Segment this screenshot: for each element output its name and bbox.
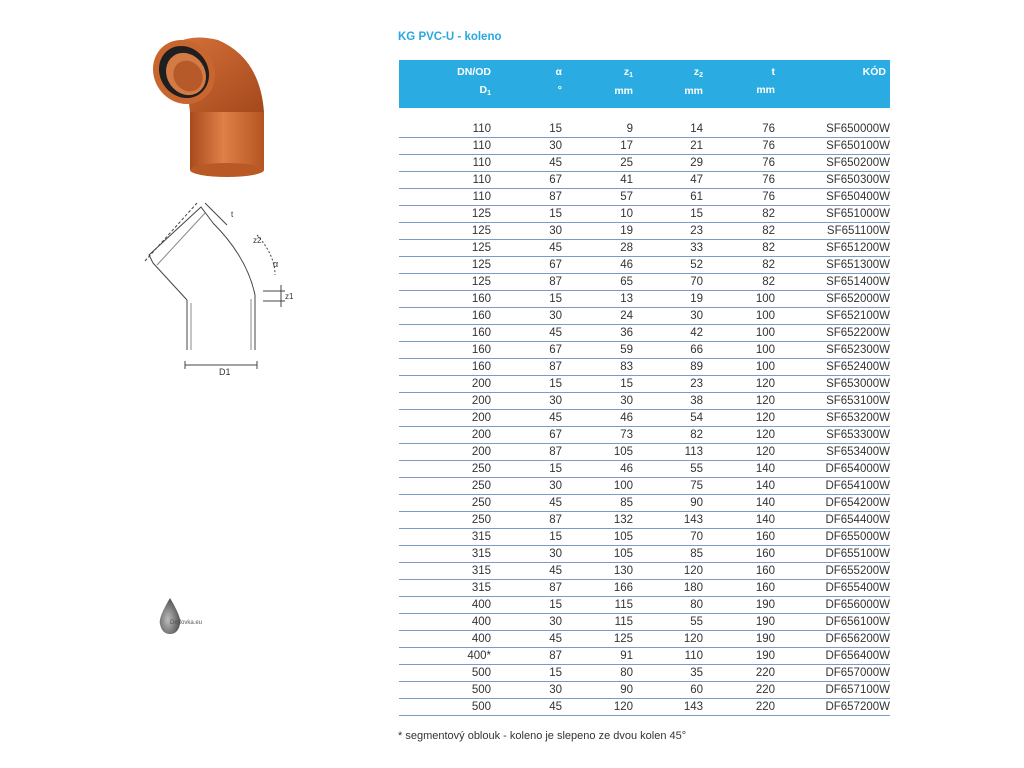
table-row bbox=[399, 223, 890, 240]
table-row bbox=[399, 325, 890, 342]
elbow-technical-drawing bbox=[135, 195, 295, 380]
table-cell: 500 bbox=[399, 699, 491, 716]
table-cell: 35 bbox=[633, 665, 703, 682]
table-cell: SF653300W bbox=[775, 427, 890, 444]
table-cell: 19 bbox=[633, 291, 703, 308]
table-row bbox=[399, 512, 890, 529]
table-cell: 29 bbox=[633, 155, 703, 172]
table-cell: 46 bbox=[562, 461, 633, 478]
table-cell: 315 bbox=[399, 580, 491, 597]
z1-label: z1 bbox=[285, 292, 294, 301]
table-cell: DF657200W bbox=[775, 699, 890, 716]
table-cell: 100 bbox=[703, 359, 775, 376]
table-row bbox=[399, 665, 890, 682]
table-cell: DF656200W bbox=[775, 631, 890, 648]
table-cell: 105 bbox=[562, 546, 633, 563]
table-cell: SF650100W bbox=[775, 138, 890, 155]
table-cell: 87 bbox=[491, 648, 562, 665]
table-row bbox=[399, 257, 890, 274]
table-cell: 82 bbox=[703, 223, 775, 240]
table-cell: 82 bbox=[703, 257, 775, 274]
table-cell: 160 bbox=[399, 291, 491, 308]
table-cell: SF653100W bbox=[775, 393, 890, 410]
table-cell: DF654400W bbox=[775, 512, 890, 529]
table-cell: 100 bbox=[703, 325, 775, 342]
table-cell: 120 bbox=[562, 699, 633, 716]
table-cell: 125 bbox=[399, 274, 491, 291]
table-row bbox=[399, 648, 890, 665]
table-row bbox=[399, 444, 890, 461]
table-cell: 500 bbox=[399, 682, 491, 699]
table-cell: 46 bbox=[562, 410, 633, 427]
table-cell: 45 bbox=[491, 699, 562, 716]
table-cell: 400* bbox=[399, 648, 491, 665]
table-cell: 30 bbox=[491, 478, 562, 495]
table-cell: 160 bbox=[703, 563, 775, 580]
table-cell: SF651300W bbox=[775, 257, 890, 274]
table-cell: 73 bbox=[562, 427, 633, 444]
table-cell: 33 bbox=[633, 240, 703, 257]
table-cell: 160 bbox=[703, 580, 775, 597]
table-cell: 143 bbox=[633, 512, 703, 529]
table-cell: 160 bbox=[399, 342, 491, 359]
table-cell: 76 bbox=[703, 155, 775, 172]
table-cell: 120 bbox=[703, 410, 775, 427]
header-t: t mm bbox=[756, 66, 775, 96]
table-cell: 55 bbox=[633, 461, 703, 478]
table-cell: 105 bbox=[562, 444, 633, 461]
header-z1: $z_1$ mm bbox=[614, 66, 633, 97]
table-cell: 85 bbox=[633, 546, 703, 563]
table-cell: 120 bbox=[703, 427, 775, 444]
table-cell: 90 bbox=[562, 682, 633, 699]
table-cell: SF651000W bbox=[775, 206, 890, 223]
table-row bbox=[399, 155, 890, 172]
table-cell: 87 bbox=[491, 512, 562, 529]
table-cell: 45 bbox=[491, 240, 562, 257]
header-z2: $z_2$ mm bbox=[684, 66, 703, 97]
table-row bbox=[399, 189, 890, 206]
table-cell: 120 bbox=[703, 444, 775, 461]
table-row bbox=[399, 206, 890, 223]
table-row bbox=[399, 308, 890, 325]
table-cell: 105 bbox=[562, 529, 633, 546]
table-cell: 30 bbox=[491, 614, 562, 631]
table-cell: 67 bbox=[491, 427, 562, 444]
table-cell: 30 bbox=[491, 546, 562, 563]
table-cell: 110 bbox=[399, 121, 491, 138]
table-cell: SF652200W bbox=[775, 325, 890, 342]
table-cell: 100 bbox=[703, 342, 775, 359]
table-cell: 59 bbox=[562, 342, 633, 359]
table-cell: 82 bbox=[703, 240, 775, 257]
table-cell: 80 bbox=[562, 665, 633, 682]
table-cell: DF654100W bbox=[775, 478, 890, 495]
table-cell: 85 bbox=[562, 495, 633, 512]
table-cell: 190 bbox=[703, 614, 775, 631]
table-cell: 10 bbox=[562, 206, 633, 223]
table-cell: 220 bbox=[703, 665, 775, 682]
elbow-product-photo bbox=[148, 20, 278, 178]
table-cell: 80 bbox=[633, 597, 703, 614]
t-label: t bbox=[231, 210, 234, 219]
table-cell: 100 bbox=[703, 308, 775, 325]
table-cell: 90 bbox=[633, 495, 703, 512]
logo-text: Detfovka.eu bbox=[170, 620, 203, 626]
table-cell: DF656000W bbox=[775, 597, 890, 614]
header-kod: KÓD bbox=[862, 66, 886, 78]
table-cell: DF655400W bbox=[775, 580, 890, 597]
table-cell: 87 bbox=[491, 189, 562, 206]
table-cell: 15 bbox=[491, 291, 562, 308]
table-cell: 87 bbox=[491, 359, 562, 376]
table-cell: 82 bbox=[633, 427, 703, 444]
table-cell: 315 bbox=[399, 529, 491, 546]
table-cell: 100 bbox=[703, 291, 775, 308]
table-row bbox=[399, 461, 890, 478]
table-cell: 190 bbox=[703, 597, 775, 614]
table-cell: 140 bbox=[703, 461, 775, 478]
table-cell: 125 bbox=[562, 631, 633, 648]
table-cell: 500 bbox=[399, 665, 491, 682]
table-cell: 15 bbox=[491, 597, 562, 614]
table-cell: 190 bbox=[703, 648, 775, 665]
table-cell: SF652100W bbox=[775, 308, 890, 325]
table-cell: 400 bbox=[399, 614, 491, 631]
footnote: * segmentový oblouk - koleno je slepeno ze dvou kolen 45° bbox=[398, 730, 687, 742]
table-cell: 180 bbox=[633, 580, 703, 597]
table-cell: 143 bbox=[633, 699, 703, 716]
table-row bbox=[399, 410, 890, 427]
table-cell: 45 bbox=[491, 563, 562, 580]
table-cell: 200 bbox=[399, 427, 491, 444]
table-cell: 66 bbox=[633, 342, 703, 359]
table-row bbox=[399, 359, 890, 376]
dimension-table bbox=[399, 60, 890, 716]
table-cell: SF650000W bbox=[775, 121, 890, 138]
table-body bbox=[399, 121, 890, 716]
table-cell: SF653200W bbox=[775, 410, 890, 427]
table-cell: 220 bbox=[703, 682, 775, 699]
table-cell: 160 bbox=[703, 546, 775, 563]
table-cell: 45 bbox=[491, 325, 562, 342]
table-cell: 91 bbox=[562, 648, 633, 665]
table-cell: 25 bbox=[562, 155, 633, 172]
table-cell: 125 bbox=[399, 240, 491, 257]
alpha-label: α bbox=[273, 259, 279, 269]
table-row bbox=[399, 597, 890, 614]
table-row bbox=[399, 393, 890, 410]
table-row bbox=[399, 563, 890, 580]
table-cell: 67 bbox=[491, 342, 562, 359]
table-cell: SF650200W bbox=[775, 155, 890, 172]
table-cell: 41 bbox=[562, 172, 633, 189]
table-cell: DF656400W bbox=[775, 648, 890, 665]
table-cell: 45 bbox=[491, 495, 562, 512]
table-row bbox=[399, 546, 890, 563]
table-row bbox=[399, 495, 890, 512]
table-cell: 140 bbox=[703, 478, 775, 495]
table-cell: 14 bbox=[633, 121, 703, 138]
table-cell: 45 bbox=[491, 410, 562, 427]
z2-label: z2 bbox=[253, 236, 262, 245]
table-row bbox=[399, 342, 890, 359]
table-cell: 250 bbox=[399, 512, 491, 529]
table-cell: 87 bbox=[491, 274, 562, 291]
table-cell: 15 bbox=[491, 665, 562, 682]
table-cell: 45 bbox=[491, 155, 562, 172]
table-cell: 110 bbox=[633, 648, 703, 665]
table-cell: 160 bbox=[399, 359, 491, 376]
table-cell: 200 bbox=[399, 393, 491, 410]
table-cell: 115 bbox=[562, 597, 633, 614]
table-cell: 15 bbox=[491, 529, 562, 546]
table-cell: 9 bbox=[562, 121, 633, 138]
table-cell: 21 bbox=[633, 138, 703, 155]
table-cell: 250 bbox=[399, 461, 491, 478]
table-row bbox=[399, 121, 890, 138]
table-row bbox=[399, 274, 890, 291]
table-cell: 67 bbox=[491, 257, 562, 274]
table-cell: 160 bbox=[703, 529, 775, 546]
table-row bbox=[399, 631, 890, 648]
table-row bbox=[399, 376, 890, 393]
table-cell: 89 bbox=[633, 359, 703, 376]
table-cell: DF657000W bbox=[775, 665, 890, 682]
table-cell: 15 bbox=[491, 206, 562, 223]
table-cell: 15 bbox=[562, 376, 633, 393]
table-row bbox=[399, 240, 890, 257]
table-cell: 82 bbox=[703, 274, 775, 291]
table-cell: 160 bbox=[399, 325, 491, 342]
table-cell: 82 bbox=[703, 206, 775, 223]
table-cell: 87 bbox=[491, 444, 562, 461]
table-row bbox=[399, 580, 890, 597]
table-cell: DF655100W bbox=[775, 546, 890, 563]
table-cell: 76 bbox=[703, 138, 775, 155]
table-cell: 83 bbox=[562, 359, 633, 376]
table-cell: 30 bbox=[562, 393, 633, 410]
table-cell: 54 bbox=[633, 410, 703, 427]
table-cell: SF652300W bbox=[775, 342, 890, 359]
table-cell: 15 bbox=[491, 376, 562, 393]
table-cell: 57 bbox=[562, 189, 633, 206]
table-cell: 75 bbox=[633, 478, 703, 495]
table-cell: 17 bbox=[562, 138, 633, 155]
table-row bbox=[399, 172, 890, 189]
table-cell: 67 bbox=[491, 172, 562, 189]
table-row bbox=[399, 427, 890, 444]
table-cell: 120 bbox=[633, 631, 703, 648]
table-cell: 47 bbox=[633, 172, 703, 189]
table-cell: DF655000W bbox=[775, 529, 890, 546]
table-cell: SF651100W bbox=[775, 223, 890, 240]
table-cell: 65 bbox=[562, 274, 633, 291]
table-row bbox=[399, 614, 890, 631]
droplet-logo-icon bbox=[156, 596, 216, 636]
table-cell: SF652400W bbox=[775, 359, 890, 376]
table-cell: 30 bbox=[633, 308, 703, 325]
table-cell: 45 bbox=[491, 631, 562, 648]
table-cell: 36 bbox=[562, 325, 633, 342]
d1-label: D1 bbox=[219, 367, 231, 377]
table-cell: 110 bbox=[399, 138, 491, 155]
table-cell: 110 bbox=[399, 189, 491, 206]
table-cell: 110 bbox=[399, 155, 491, 172]
table-row bbox=[399, 291, 890, 308]
table-cell: 315 bbox=[399, 546, 491, 563]
table-cell: 140 bbox=[703, 512, 775, 529]
table-cell: SF652000W bbox=[775, 291, 890, 308]
table-cell: 160 bbox=[399, 308, 491, 325]
table-cell: 140 bbox=[703, 495, 775, 512]
table-cell: 23 bbox=[633, 376, 703, 393]
table-cell: 125 bbox=[399, 257, 491, 274]
table-cell: 23 bbox=[633, 223, 703, 240]
table-cell: 46 bbox=[562, 257, 633, 274]
table-cell: 120 bbox=[703, 393, 775, 410]
table-cell: DF656100W bbox=[775, 614, 890, 631]
table-cell: 200 bbox=[399, 410, 491, 427]
table-cell: 120 bbox=[633, 563, 703, 580]
table-cell: 200 bbox=[399, 376, 491, 393]
table-cell: 113 bbox=[633, 444, 703, 461]
table-row bbox=[399, 138, 890, 155]
table-cell: 132 bbox=[562, 512, 633, 529]
table-cell: 115 bbox=[562, 614, 633, 631]
table-cell: 87 bbox=[491, 580, 562, 597]
table-row bbox=[399, 529, 890, 546]
page-title: KG PVC-U - koleno bbox=[398, 31, 502, 43]
table-cell: 190 bbox=[703, 631, 775, 648]
table-cell: SF650300W bbox=[775, 172, 890, 189]
table-cell: 70 bbox=[633, 529, 703, 546]
table-cell: 120 bbox=[703, 376, 775, 393]
table-cell: 61 bbox=[633, 189, 703, 206]
table-cell: 30 bbox=[491, 308, 562, 325]
table-cell: 38 bbox=[633, 393, 703, 410]
table-cell: 400 bbox=[399, 597, 491, 614]
table-cell: 400 bbox=[399, 631, 491, 648]
table-cell: SF650400W bbox=[775, 189, 890, 206]
table-cell: 125 bbox=[399, 206, 491, 223]
table-cell: 200 bbox=[399, 444, 491, 461]
table-cell: 55 bbox=[633, 614, 703, 631]
table-cell: 220 bbox=[703, 699, 775, 716]
table-cell: DF654200W bbox=[775, 495, 890, 512]
table-cell: 30 bbox=[491, 393, 562, 410]
table-cell: 70 bbox=[633, 274, 703, 291]
table-cell: 125 bbox=[399, 223, 491, 240]
table-cell: 76 bbox=[703, 172, 775, 189]
table-cell: 52 bbox=[633, 257, 703, 274]
table-cell: 100 bbox=[562, 478, 633, 495]
table-cell: SF651400W bbox=[775, 274, 890, 291]
table-cell: 15 bbox=[491, 121, 562, 138]
table-cell: SF651200W bbox=[775, 240, 890, 257]
table-row bbox=[399, 682, 890, 699]
table-cell: 250 bbox=[399, 495, 491, 512]
table-cell: DF655200W bbox=[775, 563, 890, 580]
table-cell: 28 bbox=[562, 240, 633, 257]
table-cell: 30 bbox=[491, 682, 562, 699]
table-row bbox=[399, 478, 890, 495]
table-cell: DF657100W bbox=[775, 682, 890, 699]
header-dn-od: DN/OD $D_1$ bbox=[457, 66, 491, 97]
table-cell: 24 bbox=[562, 308, 633, 325]
table-cell: 130 bbox=[562, 563, 633, 580]
table-row bbox=[399, 699, 890, 716]
table-cell: 15 bbox=[491, 461, 562, 478]
header-alpha: α ° bbox=[555, 66, 562, 96]
table-cell: 60 bbox=[633, 682, 703, 699]
table-cell: 76 bbox=[703, 121, 775, 138]
table-cell: 110 bbox=[399, 172, 491, 189]
table-cell: 30 bbox=[491, 138, 562, 155]
table-cell: 315 bbox=[399, 563, 491, 580]
table-cell: 19 bbox=[562, 223, 633, 240]
table-cell: 13 bbox=[562, 291, 633, 308]
table-cell: 30 bbox=[491, 223, 562, 240]
table-cell: 15 bbox=[633, 206, 703, 223]
table-cell: SF653000W bbox=[775, 376, 890, 393]
table-cell: SF653400W bbox=[775, 444, 890, 461]
table-header bbox=[399, 60, 890, 108]
table-cell: DF654000W bbox=[775, 461, 890, 478]
table-cell: 76 bbox=[703, 189, 775, 206]
table-cell: 166 bbox=[562, 580, 633, 597]
table-cell: 250 bbox=[399, 478, 491, 495]
table-cell: 42 bbox=[633, 325, 703, 342]
